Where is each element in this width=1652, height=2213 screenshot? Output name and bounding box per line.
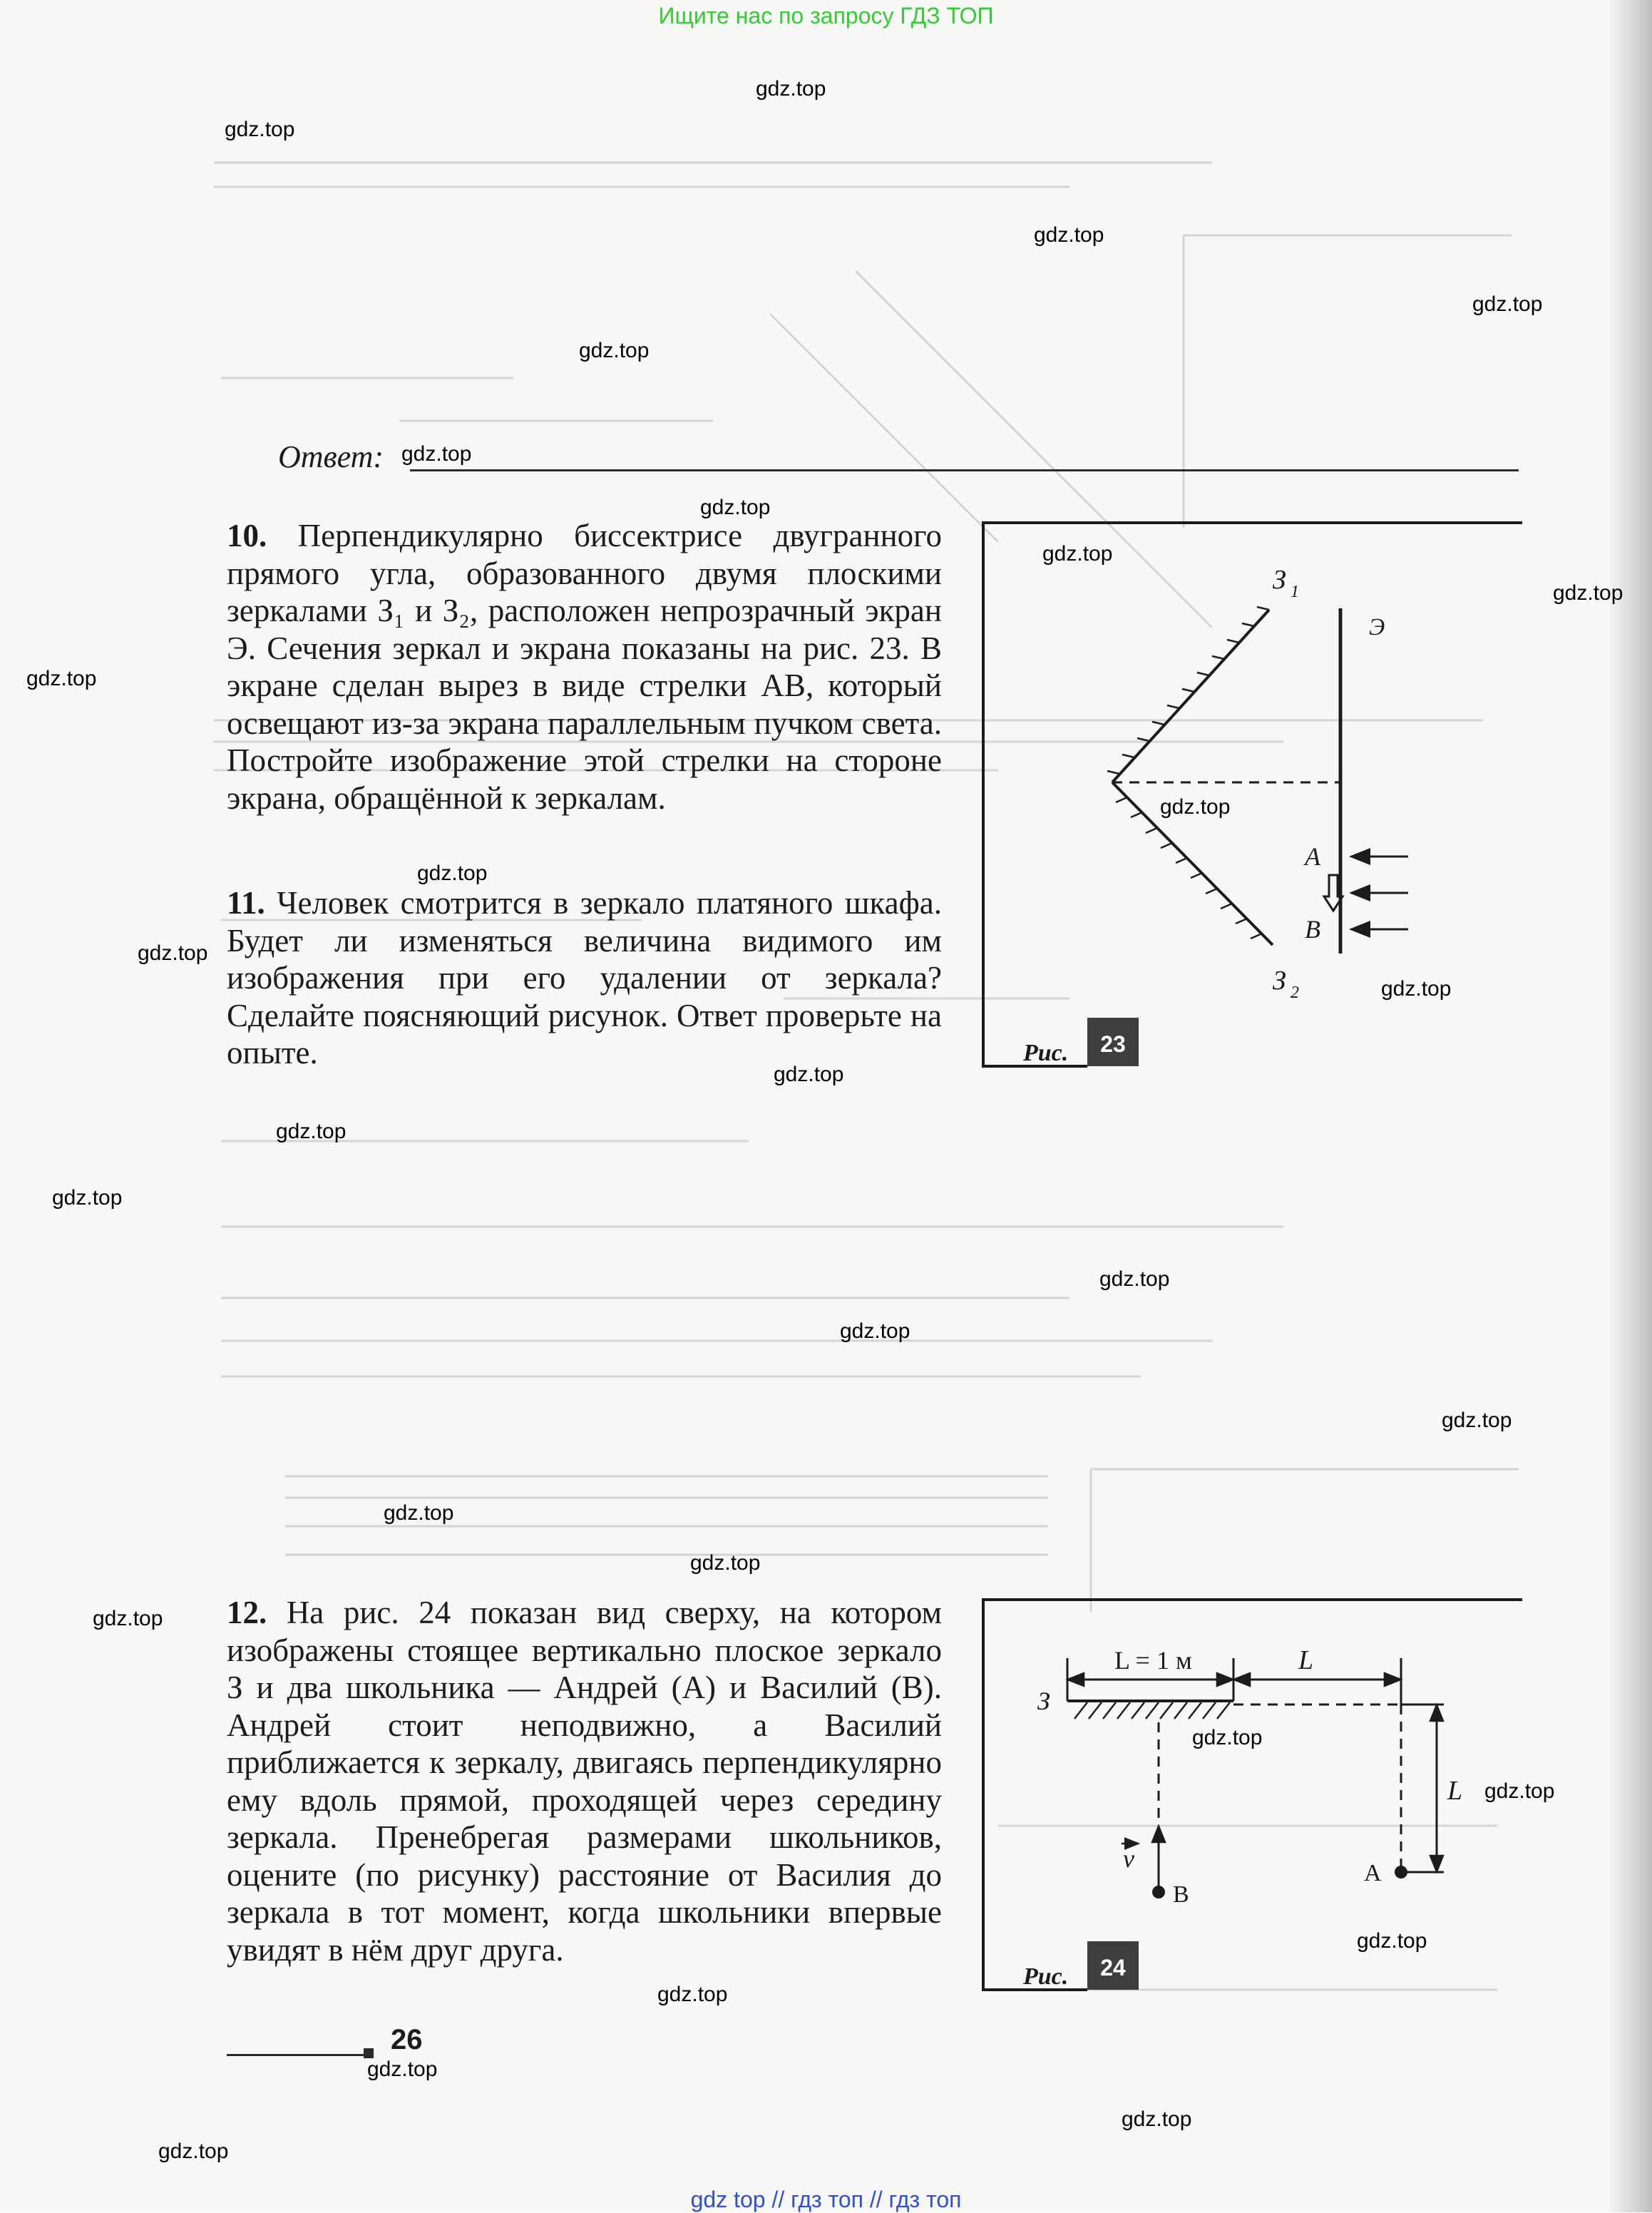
watermark: gdz.top bbox=[840, 1319, 910, 1343]
watermark: gdz.top bbox=[26, 667, 97, 690]
page-number-rule bbox=[227, 2054, 366, 2056]
label-point-a: A bbox=[1305, 842, 1320, 871]
watermark: gdz.top bbox=[1553, 581, 1623, 605]
watermark: gdz.top bbox=[1099, 1267, 1170, 1291]
watermark: gdz.top bbox=[417, 862, 488, 885]
mirror-z1 bbox=[1112, 610, 1269, 782]
watermark: gdz.top bbox=[579, 339, 650, 362]
task-12-text: На рис. 24 показан вид сверху, на котором изображены стоящее вертикально плоское зеркало З и два школьника — Андрей (А) и Василий (В). Андрей стоит неподвижно, а Василий приближается к зеркалу, двигаясь перпендикулярно ему вдоль прямой, проходящей через середину зеркала. Пренебрегая размерами школьников, оцените (по рисунку) расстояние от Василия до зеркала в тот момент, когда школьники впервые увидят в нём друг друга. bbox=[227, 1595, 942, 1968]
label-point-b: B bbox=[1305, 915, 1320, 944]
label-z1-sub: 1 bbox=[1291, 583, 1299, 601]
watermark: gdz.top bbox=[657, 1983, 728, 2006]
mirror-z-hatching bbox=[1074, 1702, 1230, 1719]
figure-23-number: 23 bbox=[1100, 1031, 1126, 1057]
watermark: gdz.top bbox=[93, 1607, 163, 1630]
watermark: gdz.top bbox=[401, 442, 472, 466]
watermark: gdz.top bbox=[1042, 542, 1113, 566]
figure-24 bbox=[980, 1587, 1522, 2004]
figure-24-frame bbox=[983, 1600, 1522, 1990]
dimension-lines bbox=[1067, 1658, 1444, 1872]
watermark: gdz.top bbox=[1381, 977, 1452, 1001]
label-screen: Э bbox=[1369, 614, 1385, 640]
watermark: gdz.top bbox=[1034, 223, 1104, 247]
task-10 bbox=[227, 517, 942, 817]
task-11-number: 11. bbox=[227, 885, 265, 921]
watermark: gdz.top bbox=[690, 1551, 761, 1575]
label-l-top: L bbox=[1298, 1645, 1314, 1675]
watermark: gdz.top bbox=[52, 1186, 123, 1210]
label-mirror-z: З bbox=[1037, 1687, 1050, 1715]
label-l-side: L bbox=[1447, 1776, 1463, 1806]
page-number: 26 bbox=[391, 2024, 423, 2055]
watermark: gdz.top bbox=[225, 118, 295, 141]
watermark: gdz.top bbox=[367, 2058, 438, 2081]
label-z2-sub: 2 bbox=[1291, 983, 1299, 1002]
watermark: gdz.top bbox=[1160, 795, 1231, 819]
watermark: gdz.top bbox=[1192, 1726, 1263, 1749]
label-point-b: B bbox=[1173, 1881, 1189, 1908]
top-banner: Ищите нас по запросу ГДЗ ТОП bbox=[658, 3, 994, 29]
watermark: gdz.top bbox=[1357, 1929, 1427, 1953]
label-velocity: v bbox=[1123, 1844, 1134, 1873]
watermark: gdz.top bbox=[774, 1063, 844, 1086]
watermark: gdz.top bbox=[1442, 1409, 1512, 1432]
task-11-text: Человек смотрится в зеркало платяного шкафа. Будет ли изменяться величина видимого им изображения при его удалении от зеркала? Сделайте поясняющий рисунок. Ответ проверьте на опыте. bbox=[227, 885, 943, 1070]
point-b-dot bbox=[1152, 1886, 1165, 1898]
watermark: gdz.top bbox=[1472, 292, 1543, 316]
task-12 bbox=[227, 1594, 942, 1968]
light-rays bbox=[1351, 857, 1408, 929]
mirror-hatching bbox=[1107, 607, 1269, 939]
watermark: gdz.top bbox=[138, 941, 208, 965]
label-z2: З bbox=[1273, 966, 1286, 996]
task-11 bbox=[227, 884, 942, 1072]
answer-label: Ответ: bbox=[278, 439, 384, 474]
watermark: gdz.top bbox=[1484, 1779, 1555, 1803]
bottom-banner: gdz top // гдз топ // гдз топ bbox=[690, 2187, 962, 2212]
watermark: gdz.top bbox=[756, 77, 826, 101]
watermark: gdz.top bbox=[384, 1501, 454, 1525]
task-12-number: 12. bbox=[227, 1595, 267, 1630]
task-10-text: Перпендикулярно биссектрисе двугранного прямого угла, образованного двумя плоскими зеркалами З₁ и З₂, расположен непрозрачный экран Э. Сечения зеркал и экрана показаны на рис. 23. В экране сделан вырез в виде стрелки AB, который освещают из-за экрана параллельным пучком света. Постройте изображение этой стрелки на стороне экрана, обращённой к зеркалам. bbox=[227, 518, 942, 816]
answer-line bbox=[410, 469, 1519, 471]
figure-24-number: 24 bbox=[1100, 1955, 1126, 1981]
label-z1: З bbox=[1273, 565, 1286, 595]
point-a-dot bbox=[1395, 1866, 1407, 1879]
page-number-marker bbox=[364, 2048, 374, 2058]
watermark: gdz.top bbox=[700, 496, 771, 519]
watermark: gdz.top bbox=[1122, 2107, 1192, 2131]
label-length: L = 1 м bbox=[1114, 1646, 1192, 1675]
label-point-a: A bbox=[1364, 1860, 1382, 1886]
task-10-number: 10. bbox=[227, 518, 267, 553]
watermark: gdz.top bbox=[158, 2140, 229, 2163]
watermark: gdz.top bbox=[276, 1120, 347, 1143]
figure-23-caption: Рис. bbox=[1023, 1040, 1069, 1066]
figure-24-caption: Рис. bbox=[1023, 1963, 1069, 1990]
